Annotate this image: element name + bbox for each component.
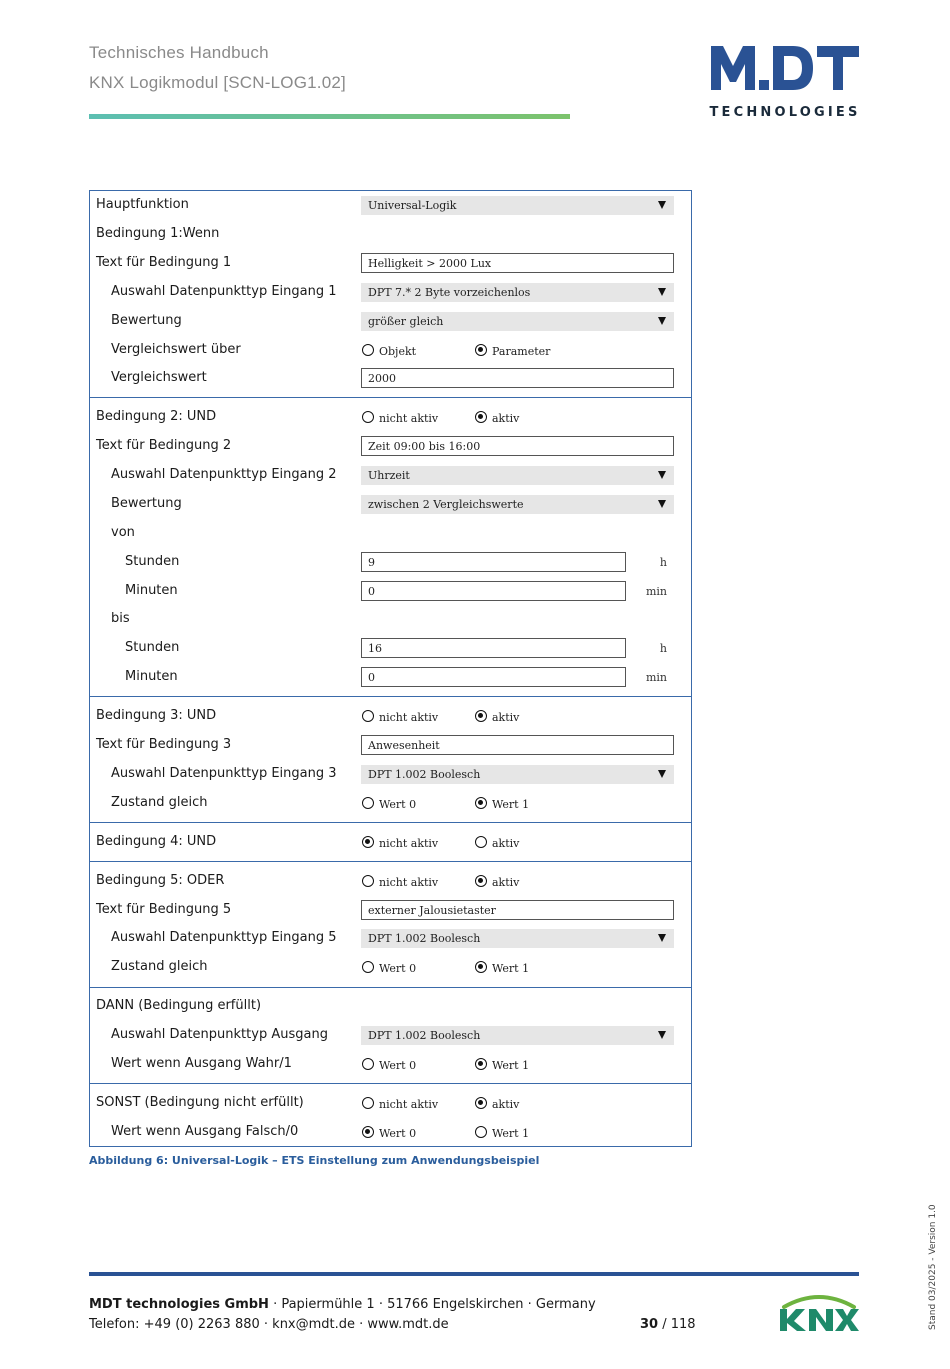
radio-off-icon bbox=[362, 344, 374, 356]
label-b2-von-std: Stunden bbox=[125, 554, 180, 569]
input-b3-text[interactable]: Anwesenheit bbox=[361, 735, 674, 755]
radio-on-icon bbox=[475, 1097, 487, 1109]
label-b2-bis: bis bbox=[111, 611, 130, 626]
row-b3-dpt bbox=[90, 760, 691, 789]
dropdown-b3-dpt[interactable] bbox=[361, 765, 674, 784]
radio-off-icon bbox=[362, 797, 374, 809]
input-b2-text[interactable]: Zeit 09:00 bis 16:00 bbox=[361, 436, 674, 456]
unit-min: min bbox=[645, 671, 667, 684]
label-b3-heading: Bedingung 3: UND bbox=[96, 708, 217, 723]
label-sonst-wert: Wert wenn Ausgang Falsch/0 bbox=[111, 1124, 299, 1139]
row-b5-text bbox=[90, 896, 691, 925]
logo-subtitle: TECHNOLOGIES bbox=[709, 105, 861, 120]
row-b2-von bbox=[90, 519, 691, 548]
row-b5-heading bbox=[90, 867, 691, 896]
row-sonst-wert bbox=[90, 1118, 691, 1147]
unit-h: h bbox=[659, 642, 667, 655]
radio-label: aktiv bbox=[492, 876, 520, 889]
label-sonst-heading: SONST (Bedingung nicht erfüllt) bbox=[96, 1095, 304, 1110]
radio-label: Wert 0 bbox=[379, 1127, 417, 1140]
version-note: Stand 03/2025 - Version 1.0 bbox=[928, 1204, 938, 1330]
row-hauptfunktion bbox=[90, 191, 691, 220]
row-b2-bis bbox=[90, 605, 691, 634]
radio-off-icon bbox=[362, 1058, 374, 1070]
knx-logo bbox=[778, 1293, 860, 1333]
row-b2-bis-min bbox=[90, 663, 691, 692]
radio-on-icon bbox=[362, 836, 374, 848]
figure-caption: Abbildung 6: Universal-Logik – ETS Einstellung zum Anwendungsbeispiel bbox=[89, 1154, 540, 1167]
radio-off-icon bbox=[362, 961, 374, 973]
label-b5-dpt: Auswahl Datenpunkttyp Eingang 5 bbox=[111, 930, 337, 945]
dropdown-b5-dpt[interactable] bbox=[361, 929, 674, 948]
row-b3-heading bbox=[90, 702, 691, 731]
row-b5-dpt bbox=[90, 924, 691, 953]
divider bbox=[90, 987, 691, 988]
label-b2-bewertung: Bewertung bbox=[111, 496, 182, 511]
row-sonst-heading bbox=[90, 1089, 691, 1118]
input-b2-bis-min[interactable]: 0 bbox=[361, 667, 626, 687]
radio-on-icon bbox=[475, 1058, 487, 1070]
label-b4-heading: Bedingung 4: UND bbox=[96, 834, 217, 849]
label-b1-vgl: Vergleichswert bbox=[111, 370, 207, 385]
radio-on-icon bbox=[475, 875, 487, 887]
label-b3-zustand: Zustand gleich bbox=[111, 795, 208, 810]
label-b2-heading: Bedingung 2: UND bbox=[96, 409, 217, 424]
label-b1-heading: Bedingung 1:Wenn bbox=[96, 226, 220, 241]
dropdown-arrow-icon bbox=[658, 317, 666, 325]
radio-label: nicht aktiv bbox=[379, 711, 439, 724]
row-dann-heading bbox=[90, 992, 691, 1021]
input-b1-vgl[interactable]: 2000 bbox=[361, 368, 674, 388]
label-b2-bis-min: Minuten bbox=[125, 669, 178, 684]
dropdown-arrow-icon bbox=[658, 288, 666, 296]
radio-label: Wert 0 bbox=[379, 798, 417, 811]
footer-company: MDT technologies GmbH bbox=[89, 1297, 269, 1312]
divider bbox=[90, 397, 691, 398]
radio-label: aktiv bbox=[492, 711, 520, 724]
input-b1-text[interactable]: Helligkeit > 2000 Lux bbox=[361, 253, 674, 273]
radio-off-icon bbox=[475, 836, 487, 848]
input-b2-von-min[interactable]: 0 bbox=[361, 581, 626, 601]
dropdown-value: Uhrzeit bbox=[368, 469, 410, 482]
row-b5-zustand bbox=[90, 953, 691, 982]
label-b2-von: von bbox=[111, 525, 135, 540]
ets-parameter-panel bbox=[89, 190, 692, 1147]
label-b5-heading: Bedingung 5: ODER bbox=[96, 873, 225, 888]
footer-address-line bbox=[89, 1297, 596, 1312]
row-b1-vgl-ueber bbox=[90, 336, 691, 365]
radio-on-icon bbox=[475, 710, 487, 722]
header-title: Technisches Handbuch bbox=[89, 43, 269, 62]
row-b2-bis-std bbox=[90, 634, 691, 663]
label-b1-text: Text für Bedingung 1 bbox=[96, 255, 232, 270]
row-b2-von-min bbox=[90, 577, 691, 606]
label-b3-text: Text für Bedingung 3 bbox=[96, 737, 232, 752]
row-b2-text bbox=[90, 432, 691, 461]
label-b2-dpt: Auswahl Datenpunkttyp Eingang 2 bbox=[111, 467, 337, 482]
dropdown-arrow-icon bbox=[658, 934, 666, 942]
label-b2-text: Text für Bedingung 2 bbox=[96, 438, 232, 453]
row-b2-dpt bbox=[90, 461, 691, 490]
radio-label: Wert 1 bbox=[492, 1059, 530, 1072]
row-b3-zustand bbox=[90, 789, 691, 818]
radio-label: Parameter bbox=[492, 345, 551, 358]
dropdown-arrow-icon bbox=[658, 500, 666, 508]
radio-label: nicht aktiv bbox=[379, 1098, 439, 1111]
label-hauptfunktion: Hauptfunktion bbox=[96, 197, 189, 212]
divider bbox=[90, 696, 691, 697]
radio-label: Wert 1 bbox=[492, 1127, 530, 1140]
divider bbox=[90, 1083, 691, 1084]
radio-on-icon bbox=[475, 411, 487, 423]
radio-label: aktiv bbox=[492, 412, 520, 425]
radio-label: Wert 1 bbox=[492, 962, 530, 975]
page-number bbox=[640, 1317, 696, 1332]
dropdown-b2-bewertung[interactable] bbox=[361, 495, 674, 514]
radio-label: Wert 0 bbox=[379, 1059, 417, 1072]
header-subtitle: KNX Logikmodul [SCN-LOG1.02] bbox=[89, 73, 346, 92]
radio-on-icon bbox=[475, 344, 487, 356]
radio-label: Objekt bbox=[379, 345, 417, 358]
row-b1-dpt bbox=[90, 278, 691, 307]
dropdown-value: DPT 1.002 Boolesch bbox=[368, 932, 481, 945]
divider bbox=[90, 822, 691, 823]
dropdown-value: zwischen 2 Vergleichswerte bbox=[368, 498, 524, 511]
radio-label: Wert 1 bbox=[492, 798, 530, 811]
row-b2-heading bbox=[90, 403, 691, 432]
page-current: 30 bbox=[640, 1317, 659, 1332]
radio-off-icon bbox=[475, 1126, 487, 1138]
label-b2-von-min: Minuten bbox=[125, 583, 178, 598]
label-b1-bewertung: Bewertung bbox=[111, 313, 182, 328]
dropdown-value: größer gleich bbox=[368, 315, 444, 328]
dropdown-value: DPT 1.002 Boolesch bbox=[368, 1029, 481, 1042]
dropdown-arrow-icon bbox=[658, 471, 666, 479]
footer-contact: Telefon: +49 (0) 2263 880 · knx@mdt.de · www.mdt.de bbox=[89, 1317, 449, 1332]
label-dann-heading: DANN (Bedingung erfüllt) bbox=[96, 998, 262, 1013]
radio-off-icon bbox=[362, 875, 374, 887]
label-dann-dpt: Auswahl Datenpunkttyp Ausgang bbox=[111, 1027, 328, 1042]
label-b3-dpt: Auswahl Datenpunkttyp Eingang 3 bbox=[111, 766, 337, 781]
dropdown-value: DPT 1.002 Boolesch bbox=[368, 768, 481, 781]
label-b5-text: Text für Bedingung 5 bbox=[96, 902, 232, 917]
label-dann-wert: Wert wenn Ausgang Wahr/1 bbox=[111, 1056, 292, 1071]
dropdown-arrow-icon bbox=[658, 201, 666, 209]
radio-on-icon bbox=[475, 961, 487, 973]
dropdown-value: Universal-Logik bbox=[368, 199, 457, 212]
radio-off-icon bbox=[362, 411, 374, 423]
radio-label: aktiv bbox=[492, 1098, 520, 1111]
row-b2-von-std bbox=[90, 548, 691, 577]
radio-label: nicht aktiv bbox=[379, 412, 439, 425]
radio-off-icon bbox=[362, 1097, 374, 1109]
label-b1-vgl-ueber: Vergleichswert über bbox=[111, 342, 241, 357]
page-total: 118 bbox=[670, 1317, 696, 1332]
radio-label: Wert 0 bbox=[379, 962, 417, 975]
row-b4-heading bbox=[90, 828, 691, 857]
input-b5-text[interactable]: externer Jalousietaster bbox=[361, 900, 674, 920]
divider bbox=[90, 861, 691, 862]
dropdown-b2-dpt[interactable] bbox=[361, 466, 674, 485]
row-dann-dpt bbox=[90, 1021, 691, 1050]
radio-label: nicht aktiv bbox=[379, 837, 439, 850]
footer-address: · Papiermühle 1 · 51766 Engelskirchen · Germany bbox=[268, 1297, 596, 1312]
input-b2-bis-std[interactable]: 16 bbox=[361, 638, 626, 658]
dropdown-arrow-icon bbox=[658, 770, 666, 778]
row-b1-heading bbox=[90, 220, 691, 249]
dropdown-arrow-icon bbox=[658, 1031, 666, 1039]
radio-on-icon bbox=[362, 1126, 374, 1138]
label-b2-bis-std: Stunden bbox=[125, 640, 180, 655]
unit-min: min bbox=[645, 585, 667, 598]
radio-off-icon bbox=[362, 710, 374, 722]
header-gradient-bar bbox=[89, 114, 570, 119]
dropdown-b1-bewertung[interactable] bbox=[361, 312, 674, 331]
input-b2-von-std[interactable]: 9 bbox=[361, 552, 626, 572]
row-b2-bewertung bbox=[90, 490, 691, 519]
row-b1-bewertung bbox=[90, 307, 691, 336]
footer-bar bbox=[89, 1272, 859, 1276]
unit-h: h bbox=[659, 556, 667, 569]
dropdown-b1-dpt[interactable] bbox=[361, 283, 674, 302]
dropdown-value: DPT 7.* 2 Byte vorzeichenlos bbox=[368, 286, 531, 299]
row-b3-text bbox=[90, 731, 691, 760]
radio-label: aktiv bbox=[492, 837, 520, 850]
label-b1-dpt: Auswahl Datenpunkttyp Eingang 1 bbox=[111, 284, 337, 299]
radio-on-icon bbox=[475, 797, 487, 809]
row-b1-vgl bbox=[90, 364, 691, 393]
page-separator: / bbox=[658, 1317, 671, 1332]
row-b1-text bbox=[90, 249, 691, 278]
dropdown-hauptfunktion[interactable] bbox=[361, 196, 674, 215]
dropdown-dann-dpt[interactable] bbox=[361, 1026, 674, 1045]
radio-label: nicht aktiv bbox=[379, 876, 439, 889]
label-b5-zustand: Zustand gleich bbox=[111, 959, 208, 974]
row-dann-wert bbox=[90, 1050, 691, 1079]
